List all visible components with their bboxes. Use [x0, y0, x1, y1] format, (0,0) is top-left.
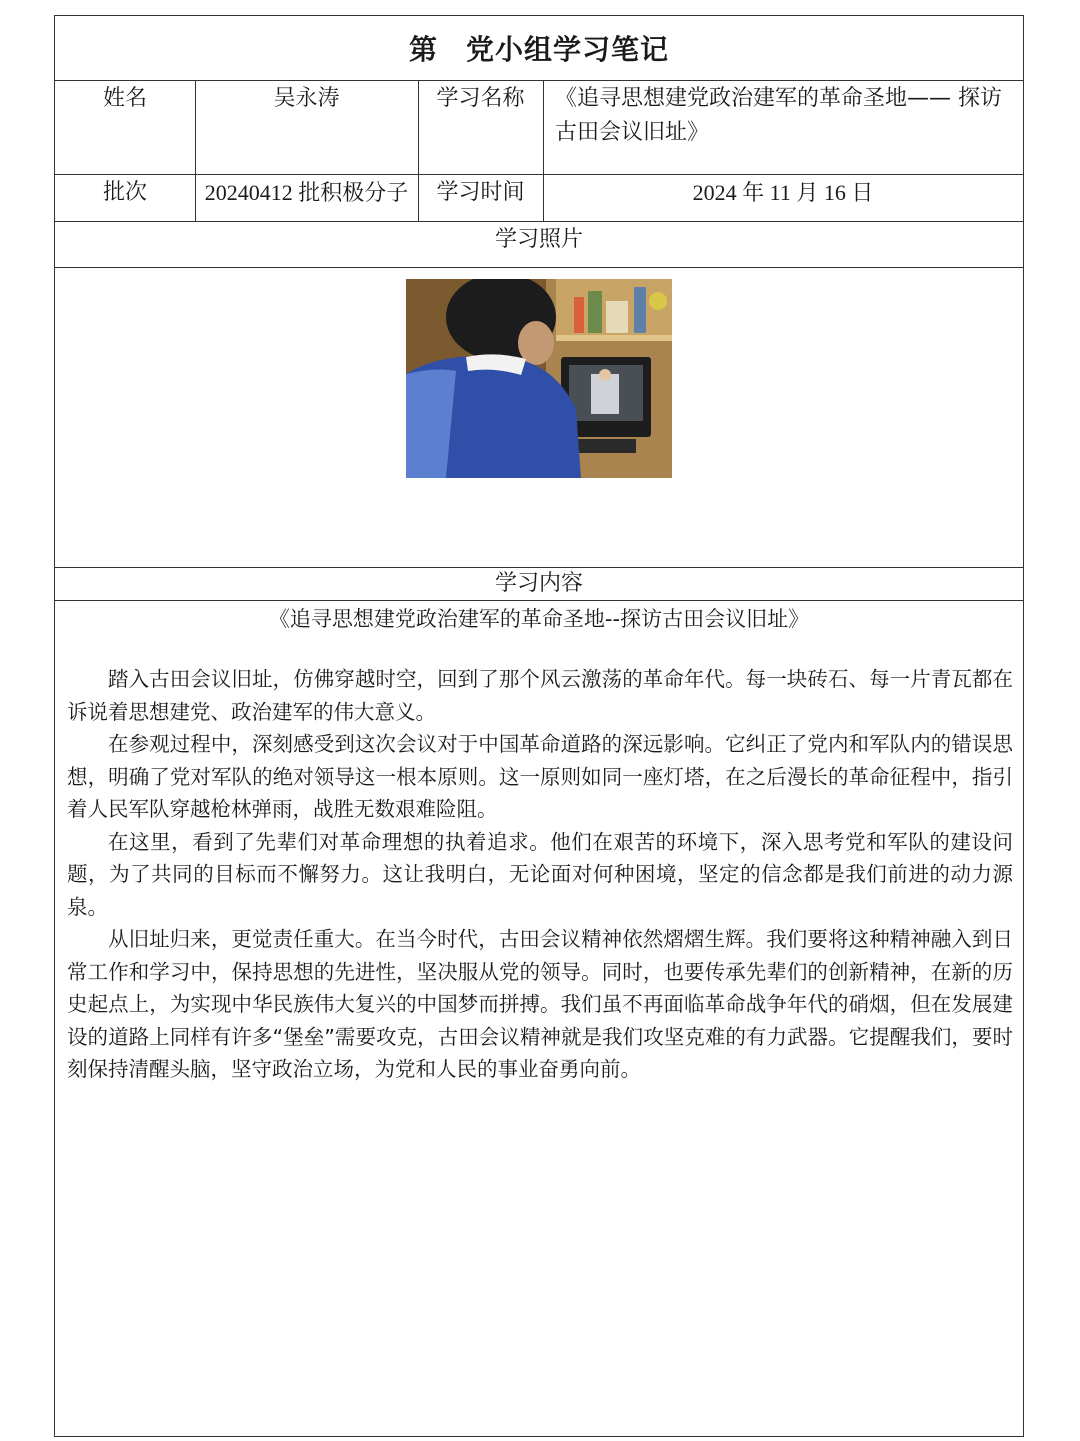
- name-label: 姓名: [102, 86, 147, 111]
- study-time-value: 2024 年 11 月 16 日: [692, 180, 874, 205]
- study-name-label: 学习名称: [436, 86, 525, 111]
- study-photo: [406, 279, 672, 478]
- divider: [55, 80, 1023, 81]
- content-body: [67, 663, 1013, 1086]
- divider: [55, 221, 1023, 222]
- content-section-label: 学习内容: [494, 571, 583, 596]
- batch-label: 批次: [102, 180, 147, 205]
- study-name-value: 《追寻思想建党政治建军的革命圣地—— 探访古田会议旧址》: [555, 86, 1002, 145]
- content-title: 《追寻思想建党政治建军的革命圣地--探访古田会议旧址》: [268, 607, 810, 631]
- title-text: 党小组学习笔记: [466, 33, 670, 66]
- content-paragraph: 在这里，看到了先辈们对革命理想的执着追求。他们在艰苦的环境下，深入思考党和军队的建设问题，为了共同的目标而不懈努力。这让我明白，无论面对何种困境，坚定的信念都是我们前进的动力源泉。: [67, 829, 1013, 919]
- name-value: 吴永涛: [273, 86, 340, 111]
- photo-section-label: 学习照片: [494, 227, 583, 252]
- form-title: [55, 28, 1023, 68]
- content-paragraph: 从旧址归来，更觉责任重大。在当今时代，古田会议精神依然熠熠生辉。我们要将这种精神融入到日常工作和学习中，保持思想的先进性，坚决服从党的领导。同时，也要传承先辈们的创新精神，在新的历史起点上，为实现中华民族伟大复兴的中国梦而拼搏。我们虽不再面临革命战争年代的硝烟，但在发展建设的道路上同样有许多“堡垒”需要攻克，古田会议精神就是我们攻坚克难的有力武器。它提醒我们，要时刻保持清醒头脑，坚守政治立场，为党和人民的事业奋勇向前。: [67, 927, 1013, 1081]
- content-paragraph: 在参观过程中，深刻感受到这次会议对于中国革命道路的深远影响。它纠正了党内和军队内的错误思想，明确了党对军队的绝对领导这一根本原则。这一原则如同一座灯塔，在之后漫长的革命征程中，指引着人民军队穿越枪林弹雨，战胜无数艰难险阻。: [67, 732, 1013, 821]
- study-time-label: 学习时间: [436, 180, 525, 205]
- divider: [55, 174, 1023, 175]
- batch-value: 20240412 批积极分子: [204, 180, 409, 205]
- title-prefix: 第: [408, 33, 438, 66]
- divider: [55, 267, 1023, 268]
- study-note-form: [54, 15, 1024, 1437]
- content-paragraph: 踏入古田会议旧址，仿佛穿越时空，回到了那个风云激荡的革命年代。每一块砖石、每一片青瓦都在诉说着思想建党、政治建军的伟大意义。: [67, 667, 1013, 724]
